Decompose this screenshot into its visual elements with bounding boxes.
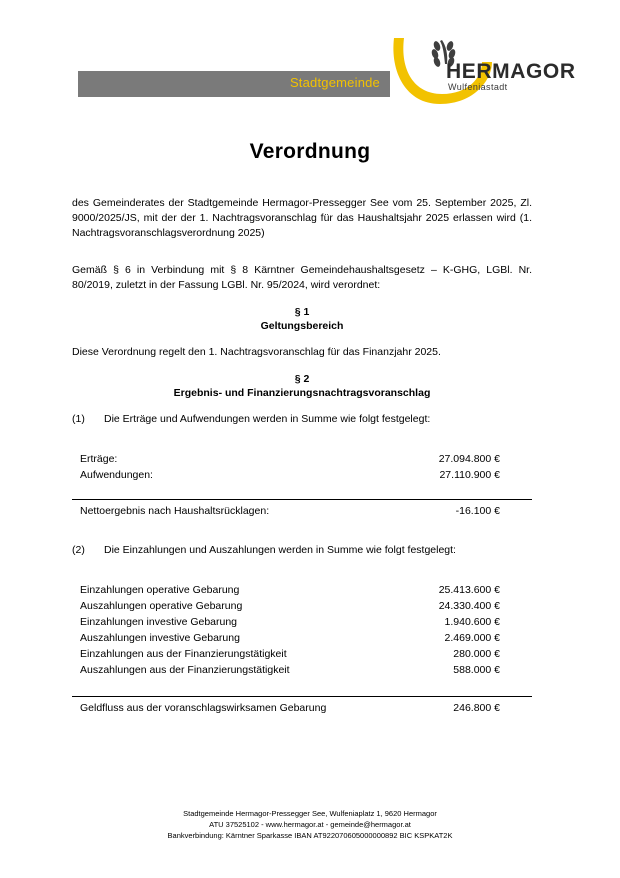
geldfluss-label: Geldfluss aus der voranschlagswirksamen Gebarung — [72, 697, 409, 717]
nettoergebnis-label: Nettoergebnis nach Haushaltsrücklagen: — [72, 500, 384, 520]
einzahlungen-finanzierung-value: 280.000 € — [453, 648, 500, 660]
section-1-text: Diese Verordnung regelt den 1. Nachtragsvoranschlag für das Finanzjahr 2025. — [72, 346, 441, 358]
legal-basis-paragraph: Gemäß § 6 in Verbindung mit § 8 Kärntner Gemeindehaushaltsgesetz – K-GHG, LGBl. Nr. 80/2019, zuletzt in der Fassung LGBl. Nr. 95/2024, wird verordnet: — [72, 264, 532, 291]
section-2-header — [72, 372, 532, 400]
geldfluss-value: 246.800 € — [409, 697, 532, 717]
einzahlungen-operativ-value: 25.413.600 € — [438, 584, 500, 596]
table-row — [72, 598, 532, 614]
aufwendungen-value: 27.110.900 € — [439, 469, 500, 481]
footer-address: Stadtgemeinde Hermagor-Pressegger See, Wulfeniaplatz 1, 9620 Hermagor — [183, 809, 437, 818]
paragraph-1-number: (1) — [72, 413, 85, 425]
table-row-spacer — [72, 483, 532, 500]
table-row — [72, 662, 532, 678]
auszahlungen-operativ-value: 24.330.400 € — [438, 600, 500, 612]
table-row — [72, 630, 532, 646]
auszahlungen-finanzierung-label: Auszahlungen aus der Finanzierungstätigkeit — [80, 664, 290, 676]
section-2-number: § 2 — [294, 373, 310, 385]
auszahlungen-finanzierung-value: 588.000 € — [453, 664, 500, 676]
section-2-paragraph-2 — [72, 543, 532, 558]
header-banner-label: Stadtgemeinde — [289, 75, 380, 90]
section-1-header — [72, 305, 532, 333]
aufwendungen-label: Aufwendungen: — [80, 469, 153, 481]
logo-wordmark: HERMAGOR — [446, 60, 576, 83]
table-row — [72, 451, 532, 467]
einzahlungen-operativ-label: Einzahlungen operative Gebarung — [80, 584, 240, 596]
document-footer — [0, 808, 620, 841]
intro-paragraph: des Gemeinderates der Stadtgemeinde Hermagor-Pressegger See vom 25. September 2025, Zl. 9000/2025/JS, mit der der 1. Nachtragsvoranschlag für das Haushaltsjahr 2025 erlassen wird (1. Nachtragsvoranschlagsverordnung 2025) — [72, 197, 532, 239]
einzahlungen-investiv-label: Einzahlungen investive Gebarung — [80, 616, 238, 628]
table-row — [72, 646, 532, 662]
footer-contact: ATU 37525102 - www.hermagor.at - gemeinde@hermagor.at — [209, 820, 411, 829]
section-2-heading: Ergebnis- und Finanzierungsnachtragsvoranschlag — [173, 387, 431, 399]
table-row — [72, 467, 532, 483]
einzahlungen-finanzierung-label: Einzahlungen aus der Finanzierungstätigkeit — [80, 648, 287, 660]
table-row-total — [72, 500, 532, 520]
paragraph-2-text: Die Einzahlungen und Auszahlungen werden in Summe wie folgt festgelegt: — [104, 544, 456, 556]
paragraph-1-text: Die Erträge und Aufwendungen werden in Summe wie folgt festgelegt: — [104, 413, 431, 425]
paragraph-2-number: (2) — [72, 544, 85, 556]
section-1-number: § 1 — [294, 306, 310, 318]
table-row-total — [72, 697, 532, 717]
table-row-spacer — [72, 678, 532, 697]
ertraege-value: 27.094.800 € — [438, 453, 500, 465]
document-body — [72, 196, 532, 716]
ergebnis-table — [72, 451, 532, 519]
ertraege-label: Erträge: — [80, 453, 118, 465]
logo-subtitle: Wulfeniastadt — [448, 82, 508, 92]
auszahlungen-operativ-label: Auszahlungen operative Gebarung — [80, 600, 243, 612]
table-row — [72, 614, 532, 630]
document-header — [0, 30, 620, 110]
header-banner-bar — [78, 71, 390, 97]
finanzierung-table — [72, 582, 532, 716]
section-2-paragraph-1 — [72, 412, 532, 427]
auszahlungen-investiv-value: 2.469.000 € — [444, 632, 500, 644]
hermagor-logo — [388, 30, 576, 110]
table-row — [72, 582, 532, 598]
footer-bank: Bankverbindung: Kärntner Sparkasse IBAN AT922070605000000892 BIC KSPKAT2K — [167, 831, 453, 840]
einzahlungen-investiv-value: 1.940.600 € — [444, 616, 500, 628]
nettoergebnis-value: -16.100 € — [384, 500, 532, 520]
section-1-heading: Geltungsbereich — [260, 320, 344, 332]
page-title: Verordnung — [249, 140, 371, 163]
auszahlungen-investiv-label: Auszahlungen investive Gebarung — [80, 632, 240, 644]
